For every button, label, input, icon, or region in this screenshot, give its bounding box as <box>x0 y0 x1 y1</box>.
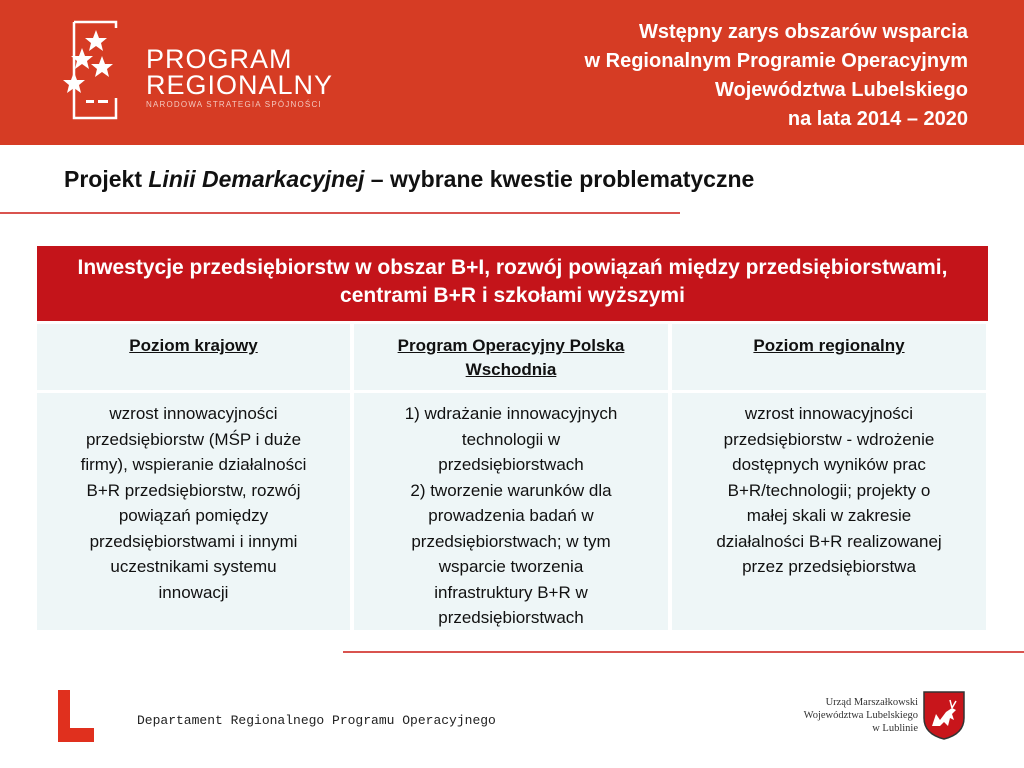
title-line: Wstępny zarys obszarów wsparcia <box>638 21 968 43</box>
cell-popw: 1) wdrażanie innowacyjnych technologii w przedsiębiorstwach 2) tworzenie warunków dla prowadzenia badań w przedsiębiorstwach; w tym wsparcie tworzenia infrastruktury B+R w przedsiębiorstwach <box>354 393 668 630</box>
title-line: na lata 2014 – 2020 <box>787 108 968 130</box>
header-banner <box>0 0 1024 145</box>
subtitle-prefix: Projekt <box>64 166 149 192</box>
cell-krajowy: wzrost innowacyjności przedsiębiorstw (MŚP i duże firmy), wspieranie działalności B+R przedsiębiorstw, rozwój powiązań pomiędzy przedsiębiorstwami i innymi uczestnikami systemu innowacji <box>37 393 350 630</box>
subtitle-suffix: – wybrane kwestie problematyczne <box>364 166 755 192</box>
office-line: Województwa Lubelskiego <box>803 710 918 721</box>
demarcation-table <box>37 246 988 630</box>
subtitle-italic: Linii Demarkacyjnej <box>148 166 365 192</box>
column-header-label: Poziom krajowy <box>129 336 258 355</box>
table-title: Inwestycje przedsiębiorstw w obszar B+I, rozwój powiązań między przedsiębiorstwami, centrami B+R i szkołami wyższymi <box>37 246 988 321</box>
table-header-row <box>37 324 988 390</box>
slide-subtitle <box>64 166 754 193</box>
presentation-title <box>448 18 968 134</box>
title-line: Województwa Lubelskiego <box>715 79 968 101</box>
logo-text-program: PROGRAM <box>146 44 293 74</box>
office-name <box>760 696 918 735</box>
lubelskie-l-logo-icon <box>56 690 96 742</box>
lublin-crest-icon <box>922 690 966 740</box>
column-header-label: Poziom regionalny <box>753 336 905 355</box>
column-header-popw <box>354 324 668 390</box>
column-header-label: Program Operacyjny Polska Wschodnia <box>397 336 625 379</box>
program-regionalny-emblem-icon <box>60 20 122 120</box>
divider-line <box>343 651 1024 653</box>
cell-regionalny: wzrost innowacyjności przedsiębiorstw - wdrożenie dostępnych wyników prac B+R/technologii; projekty o małej skali w zakresie działalności B+R realizowanej przez przedsiębiorstwa <box>672 393 986 630</box>
logo-text-regionalny: REGIONALNY <box>146 70 334 100</box>
program-regionalny-logo <box>60 20 390 125</box>
office-line: w Lublinie <box>872 723 918 734</box>
table-body-row <box>37 393 988 630</box>
column-header-regionalny <box>672 324 986 390</box>
office-line: Urząd Marszałkowski <box>825 697 918 708</box>
divider-line <box>0 212 680 214</box>
column-header-krajowy <box>37 324 350 390</box>
department-name: Departament Regionalnego Programu Operacyjnego <box>137 713 496 728</box>
title-line: w Regionalnym Programie Operacyjnym <box>584 50 968 72</box>
logo-subtext: NARODOWA STRATEGIA SPÓJNOŚCI <box>146 100 322 109</box>
